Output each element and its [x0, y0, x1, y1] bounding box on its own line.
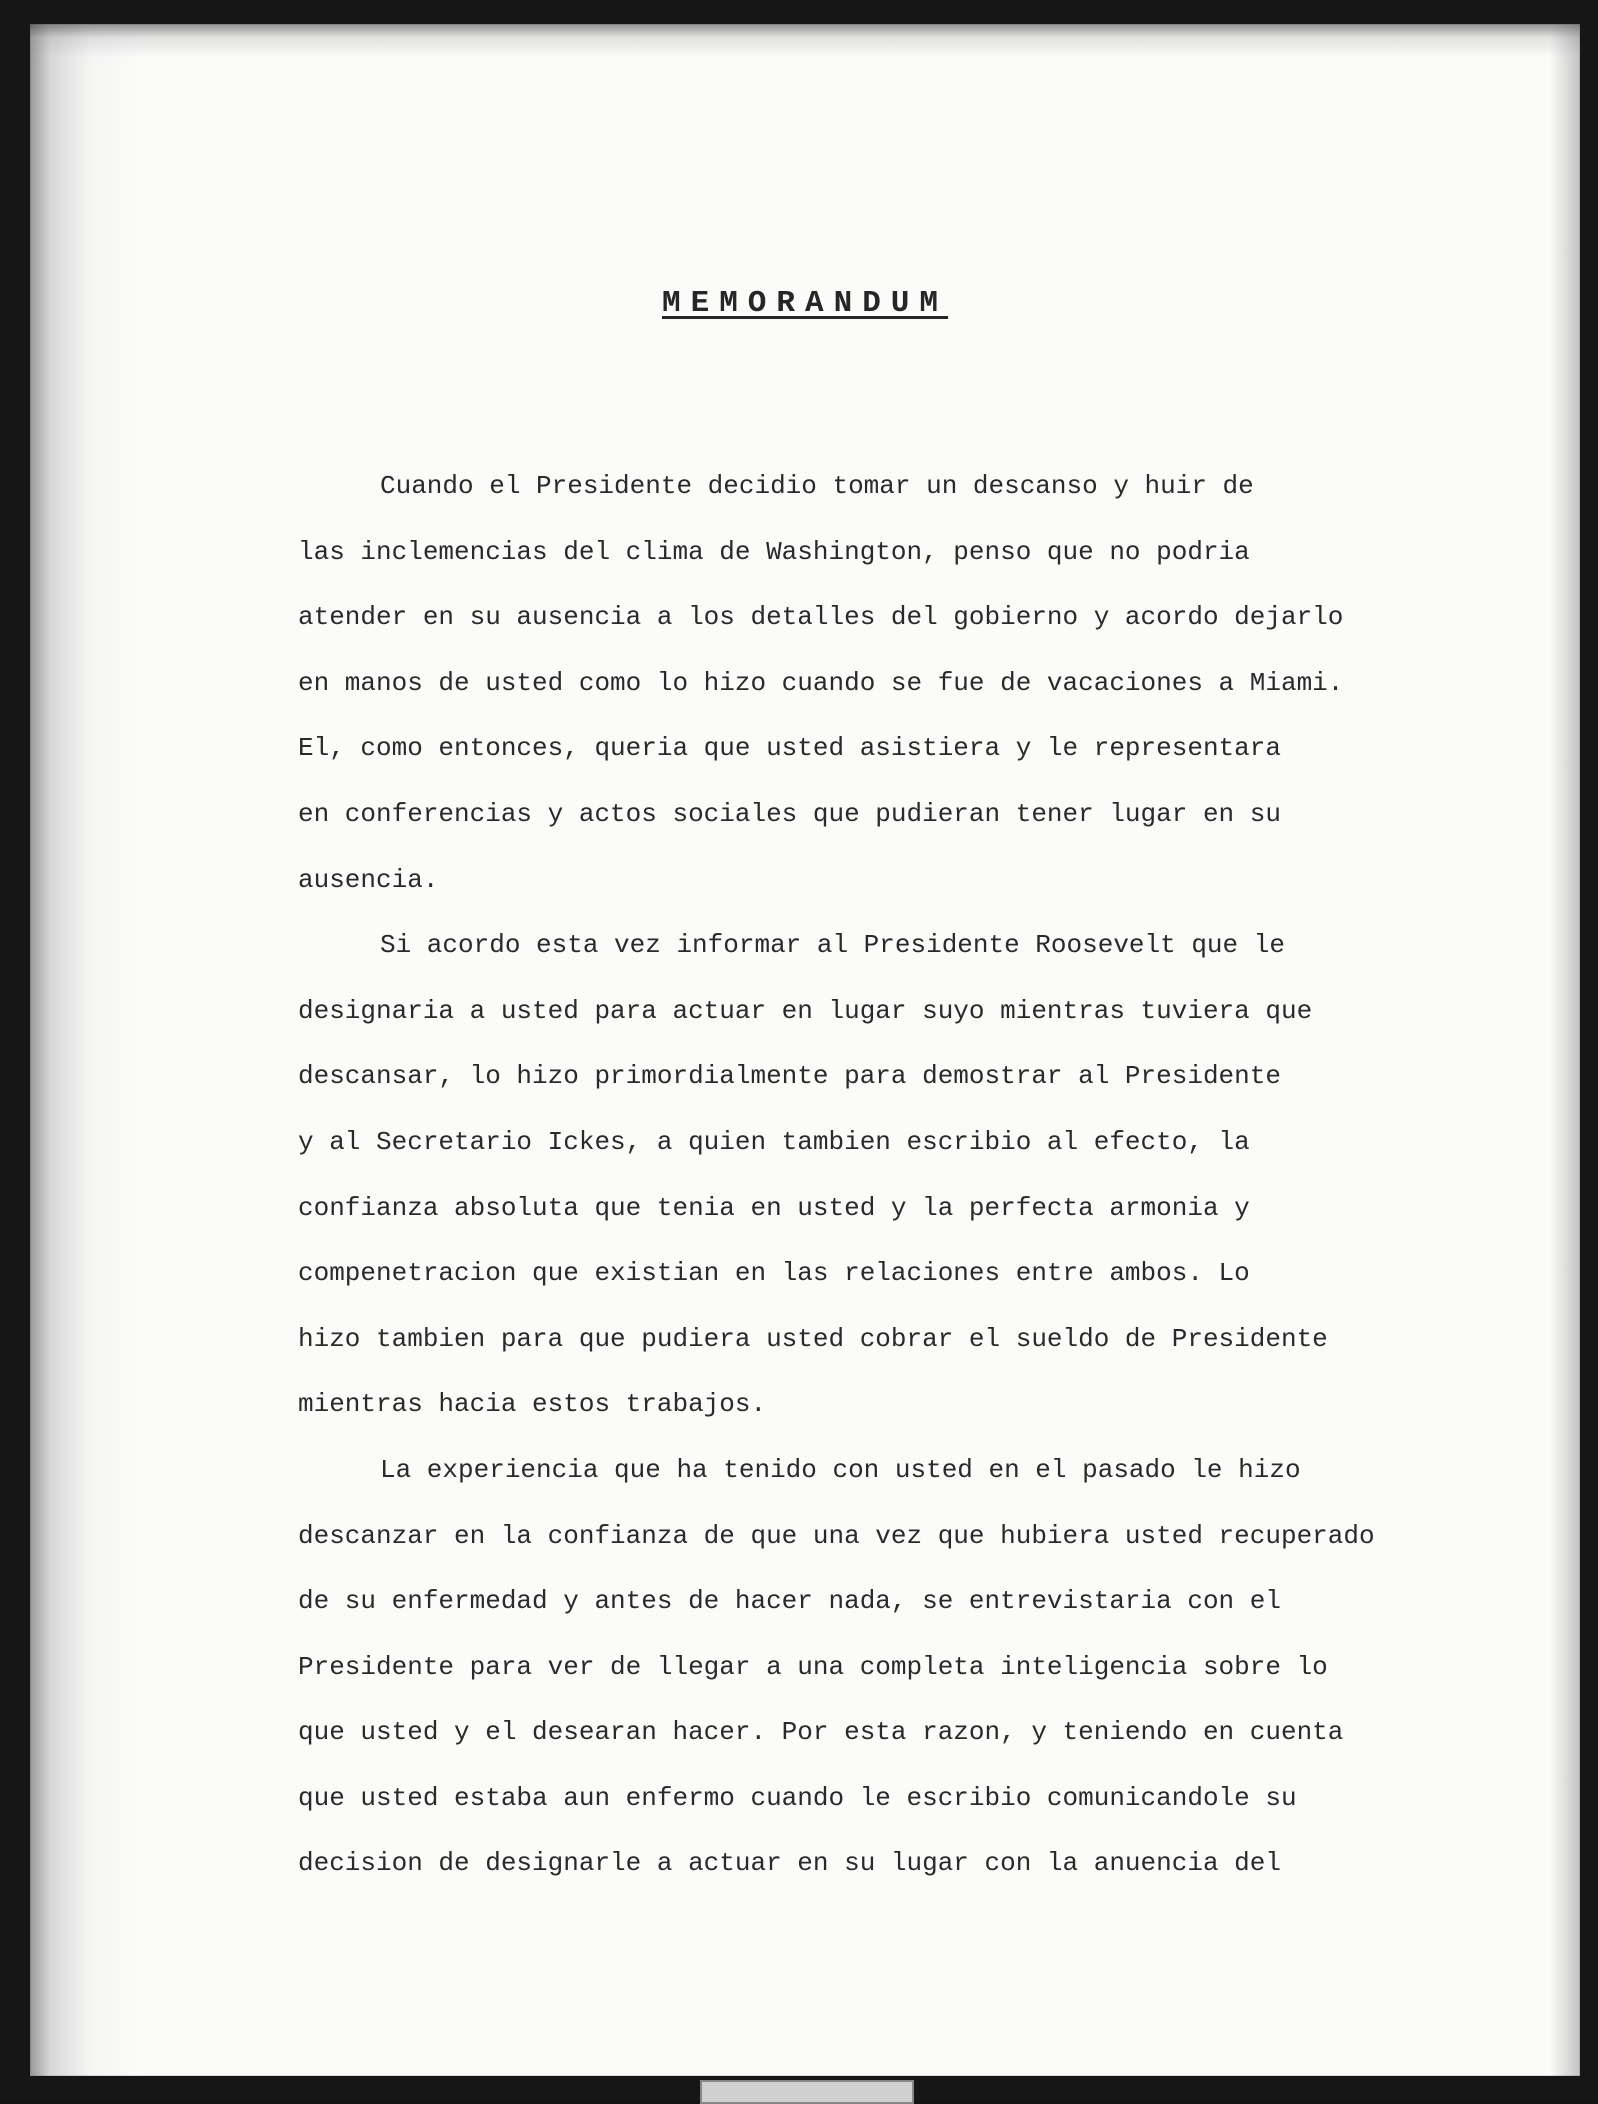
paragraph-3-line-6: que usted estaba aun enfermo cuando le escribio comunicandole su	[298, 1782, 1297, 1813]
paragraph-1-line-3: atender en su ausencia a los detalles del gobierno y acordo dejarlo	[298, 602, 1344, 633]
scan-edge-shadow-top	[30, 24, 1580, 58]
paragraph-1-line-4: en manos de usted como lo hizo cuando se fue de vacaciones a Miami.	[298, 667, 1344, 698]
paragraph-2-line-7: hizo tambien para que pudiera usted cobrar el sueldo de Presidente	[298, 1323, 1328, 1354]
memo-title	[30, 286, 1580, 321]
paragraph-3-line-7: decision de designarle a actuar en su lugar con la anuencia del	[298, 1848, 1281, 1879]
paragraph-3-line-5: que usted y el desearan hacer. Por esta razon, y teniendo en cuenta	[298, 1717, 1344, 1748]
paragraph-3-line-1: La experiencia que ha tenido con usted en el pasado le hizo	[380, 1454, 1301, 1485]
document-page	[30, 24, 1580, 2076]
scan-edge-shadow-left	[30, 24, 140, 2076]
paragraph-1-line-6: en conferencias y actos sociales que pudieran tener lugar en su	[298, 798, 1281, 829]
paragraph-2-line-2: designaria a usted para actuar en lugar suyo mientras tuviera que	[298, 995, 1313, 1026]
paragraph-2-line-1: Si acordo esta vez informar al Presidente Roosevelt que le	[380, 930, 1285, 961]
paragraph-2-line-8: mientras hacia estos trabajos.	[298, 1389, 767, 1420]
paragraph-2-line-4: y al Secretario Ickes, a quien tambien escribio al efecto, la	[298, 1126, 1250, 1157]
paragraph-3-line-4: Presidente para ver de llegar a una completa inteligencia sobre lo	[298, 1651, 1328, 1682]
paragraph-3-line-3: de su enfermedad y antes de hacer nada, se entrevistaria con el	[298, 1586, 1281, 1617]
paragraph-1-line-2: las inclemencias del clima de Washington, penso que no podria	[298, 536, 1250, 567]
paragraph-2-line-3: descansar, lo hizo primordialmente para demostrar al Presidente	[298, 1061, 1281, 1092]
paragraph-1-line-5: El, como entonces, queria que usted asistiera y le representara	[298, 733, 1281, 764]
paragraph-2-line-6: compenetracion que existian en las relaciones entre ambos. Lo	[298, 1258, 1250, 1289]
memo-title-text: MEMORANDUM	[661, 286, 949, 321]
scan-bottom-tab	[700, 2080, 914, 2104]
memo-body	[298, 454, 1438, 1897]
scan-edge-shadow-right	[1550, 24, 1580, 2076]
paragraph-1-line-1: Cuando el Presidente decidio tomar un descanso y huir de	[380, 471, 1254, 501]
paragraph-1-line-7: ausencia.	[298, 864, 439, 895]
paragraph-3-line-2: descanzar en la confianza de que una vez que hubiera usted recuperado	[298, 1520, 1375, 1551]
paragraph-2-line-5: confianza absoluta que tenia en usted y la perfecta armonia y	[298, 1192, 1250, 1223]
